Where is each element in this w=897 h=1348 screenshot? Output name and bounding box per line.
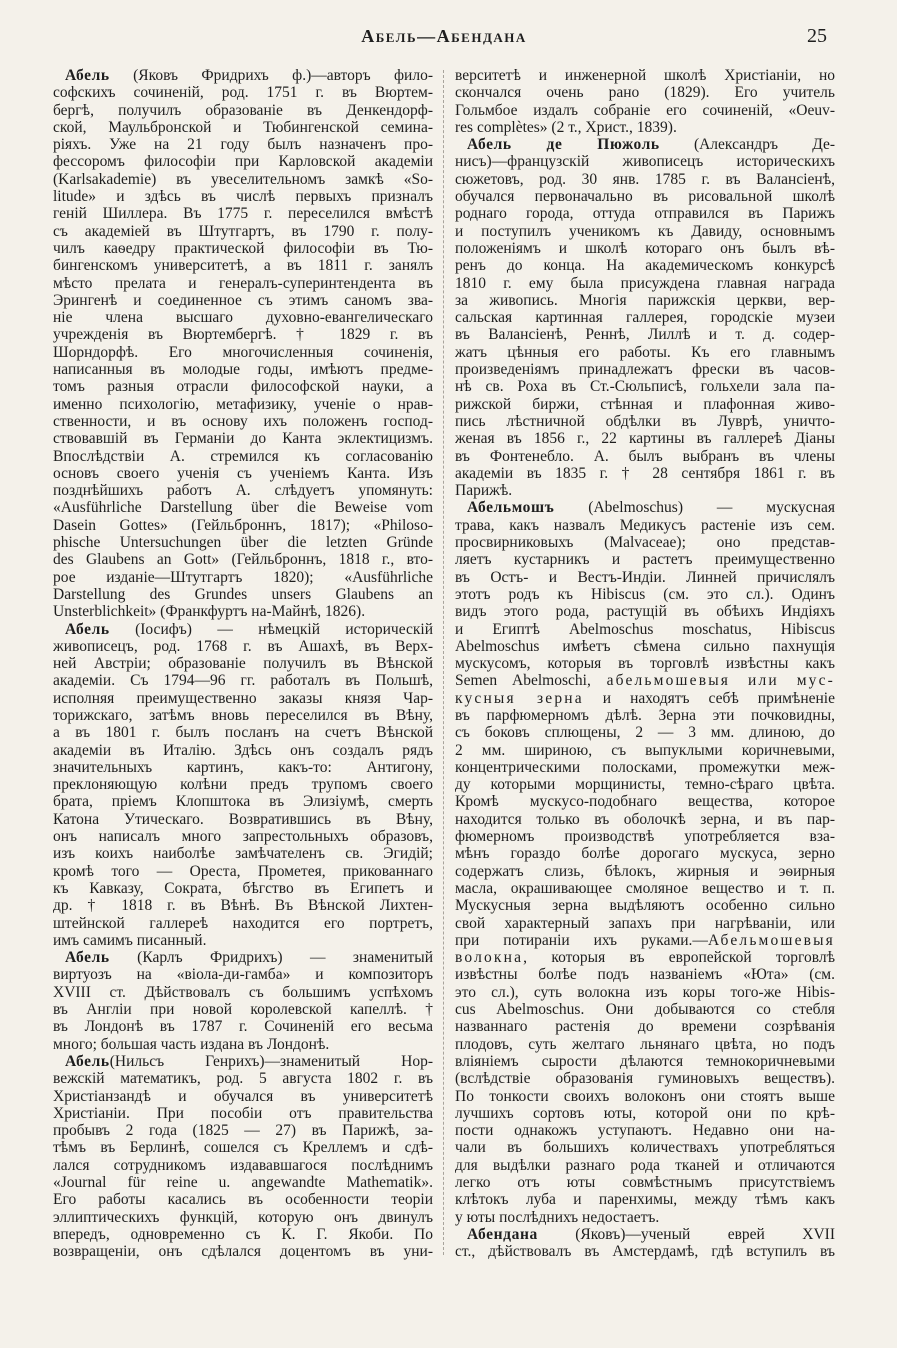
text-line: des Glaubens an Gott» (Гейльброннъ, 1818 г., вто- [53,551,433,569]
text-line [53,1053,433,1070]
text-line: концентрическими полосками, промежутки меж- [455,758,835,776]
text-line: чали въ большихъ количествахъ употребляться [455,1139,835,1157]
text-line: тѣмъ въ Берлинѣ, сошелся съ Креллемъ и сдѣ- [53,1139,433,1157]
text-line: ляетъ кустарникъ и растетъ преимущественно [455,551,835,569]
text-line: торижскаго, затѣмъ вновь переселился въ Вѣну, [53,706,433,724]
text-line: имъ самимъ писанный. [53,931,207,949]
entry-headword: Абендана [467,1225,538,1243]
column-rule [443,70,444,1255]
text-line: основъ своего ученія съ ученіемъ Канта. Изъ [53,464,433,482]
text-line: ніе члена высшаго духовно-евангелическаго [53,309,433,327]
text-line: чилъ каѳедру практической философіи въ Тю- [53,239,433,257]
text-line: ской, Маульбронской и Тюбингенской семина- [53,118,433,136]
text-line: преклоняющую колѣни предъ трупомъ своего [53,776,433,794]
text-line: именно психологію, метафизику, ученіе о нрав- [53,395,433,413]
text-line: а въ 1801 г. былъ посланъ на счетъ Вѣнской [53,724,433,742]
text-line: рое изданіе—Штутгартъ 1820); «Ausführliche [53,568,433,586]
text-line [53,621,433,638]
text-line: съ боковъ сплющены, 2 — 3 мм. длиною, до [455,724,835,742]
text-line: пись лѣстничной обдѣлки въ Луврѣ, уничто- [455,412,835,430]
text-line: лучшихъ сортовъ юты, которой они по крѣ- [455,1104,835,1122]
text-line: учрежденія въ Вюртембергѣ. † 1829 г. въ [53,326,433,344]
text-line: къ Кавказу, Сократа, бѣгство въ Египетъ и [53,879,433,897]
text-line: лался сотрудникомъ издававшагося послѣднимъ [53,1156,433,1174]
page-number: 25 [807,25,827,47]
text-line: фюмерномъ производствѣ употребляется вза- [455,828,835,846]
text-line: 2 мм. шириною, съ выпуклыми коричневыми, [455,741,835,759]
text-line: въ Фонтенебло. А. былъ выбранъ въ члены [455,447,835,465]
text-line: Парижѣ. [455,482,513,500]
text-line: софскихъ сочиненій, род. 1751 г. въ Вюртем- [53,84,433,102]
spaced-term: Абельмошевыя [707,931,835,949]
entry-headword: Абель де Пюжоль [467,136,660,154]
text-run: при потираніи ихъ руками.— [455,931,708,949]
text-line: вежскій математикъ, род. 5 августа 1802 г. въ [53,1070,433,1088]
text-run: (Abelmoschus) — мускусная [554,499,835,517]
text-run: (Нильсъ Генрихъ)—знаменитый Нор- [109,1052,433,1070]
text-line: сюжетовъ, род. 30 янв. 1785 г. въ Валансіенѣ, [455,170,835,188]
text-line: пости однакожъ уступаютъ. Недавно они на- [455,1122,835,1140]
text-line: ней Австріи; образованіе получилъ въ Вѣнской [53,655,433,673]
text-line: брата, пріемъ Клопштока въ Элизіумѣ, смерть [53,793,433,811]
text-line: верситетѣ и инженерной школѣ Христіаніи, но [455,67,835,84]
text-line: роднаго города, оттуда отправился въ Парижъ [455,205,835,223]
text-line: томъ разныя отрасли философской науки, а [53,378,433,396]
text-line: это сл.), суть волокна изъ коры того-же Hibis- [455,983,835,1001]
text-run: (Александръ Де- [659,136,835,154]
text-line: находится только въ оболочкѣ зерна, и въ пар- [455,810,835,828]
text-line: пробывъ 2 года (1825 — 27) въ Парижѣ, за- [53,1122,433,1140]
text-run: (Іосифъ) — нѣмецкій историческій [109,620,433,638]
text-line: содержатъ слизь, бѣлокъ, жирныя и эѳирныя [455,862,835,880]
spaced-term: волокна [455,949,524,967]
text-line: др. † 1818 г. въ Вѣнѣ. Въ Вѣнской Лихтен- [53,897,433,915]
text-line: (Karlsakademie) въ увеселительномъ замкѣ «So- [53,170,433,188]
text-line: много; большая часть издана въ Лондонѣ. [53,1035,330,1053]
text-line: кромѣ того — Ореста, Прометея, прикованнаго [53,862,433,880]
spaced-term: абельмошевыя или мус- [606,672,835,690]
text-line: Кромѣ мускусо-подобнаго вещества, которое [455,793,835,811]
text-run: (Яковъ)—ученый еврей XVII [537,1225,835,1243]
text-line: масла, окрашивающее смоляное вещество и т. п. [455,879,835,897]
text-line: XVIII ст. Дѣйствовалъ съ большимъ успѣхомъ [53,983,433,1001]
text-line: написанныя въ молодые годы, имѣютъ предме- [53,361,433,379]
text-line: академіи въ Италію. Здѣсь онъ создалъ рядъ [53,741,433,759]
text-line: плодовъ, суть желтаго льнянаго цвѣта, но подъ [455,1035,835,1053]
text-line: впередъ, одновременно съ К. Г. Якоби. По [53,1225,433,1243]
text-line: трава, какъ назвалъ Медикусъ растеніе изъ сем. [455,516,835,534]
text-line: за живопись. Многія парижскія церкви, вер- [455,291,835,309]
text-line [455,672,835,689]
text-line: женая въ 1856 г., 22 картины въ галлереѣ Діаны [455,430,835,448]
text-line: въ Лондонѣ въ 1787 г. Сочиненій его весьма [53,1018,433,1036]
text-line: названнаго растенія до времени созрѣванія [455,1018,835,1036]
text-line: изъ коихъ наиболѣе замѣчателенъ св. Эгидій; [53,845,433,863]
text-line: вліяніемъ сырости дѣлаются темнокоричневыми [455,1052,835,1070]
text-line: клѣтокъ луба и паренхимы, между тѣмъ какъ [455,1191,835,1209]
text-line [455,949,835,966]
entry-headword: Абель [65,949,110,967]
text-line: у юты послѣднихъ недостаетъ. [455,1208,660,1226]
text-line: въ парфюмерномъ дѣлѣ. Зерна эти почковидны, [455,706,835,724]
text-line: litude» и здѣсь въ числѣ первыхъ призналъ [53,188,433,206]
text-line: и поступилъ ученикомъ къ Давиду, основнымъ [455,222,835,240]
text-line: и Египтѣ Abelmoschus moschatus, Hibiscus [455,620,835,638]
text-line: въ Остъ- и Вестъ-Индіи. Линней причислялъ [455,568,835,586]
text-line: позднѣйшихъ работъ А. слѣдуетъ упомянуть: [53,482,433,500]
text-line: Гольмбое издалъ собраніе его сочиненій, «Oeuv- [455,101,835,119]
text-line: ствовавшій въ Германіи до Канта эклектицизмъ. [53,430,433,448]
text-line: для выдѣлки разнаго рода тканей и отличаются [455,1156,835,1174]
text-line: скончался очень рано (1829). Его учитель [455,84,835,102]
text-line [455,136,835,153]
text-line: рижской биржи, стѣнная и плафонная живо- [455,395,835,413]
text-line: Abelmoschus имѣетъ сѣмена сильно пахнущія [455,637,835,655]
text-line: этотъ родъ къ Hibiscus (см. это сл.). Одинъ [455,585,835,603]
text-line: Его работы касались въ особенности теоріи [53,1191,433,1209]
text-line: академіи. Съ 1794—96 гг. работалъ въ Польшѣ, [53,672,433,690]
text-line: въ Валансіенѣ, Реннѣ, Лиллѣ и т. д. содер- [455,326,835,344]
entry-headword: Абельмошъ [467,499,555,517]
text-run: , которыя въ европейской торговлѣ [523,949,835,967]
text-line: ст., дѣйствовалъ въ Амстердамѣ, гдѣ вступилъ въ [455,1243,835,1261]
text-line: геній Шиллера. Въ 1775 г. переселился вмѣстѣ [53,205,433,223]
text-line: бингенскомъ университетѣ, а въ 1811 г. занялъ [53,257,433,275]
entry-headword: Абель [65,1052,110,1070]
text-line [455,932,835,949]
text-line: нисъ)—французскій живописецъ историческихъ [455,153,835,171]
text-line: живописецъ, род. 1768 г. въ Ашахѣ, въ Верх- [53,637,433,655]
text-line: виртуозъ на «віола-ди-гамба» и композиторъ [53,966,433,984]
text-line: ріяхъ. Уже на 21 году былъ назначенъ про- [53,136,433,154]
text-line: эллиптическихъ функцій, которую онъ двинулъ [53,1208,433,1226]
text-line: Мускусныя зерна выдѣляютъ особенно сильно [455,897,835,915]
text-line: «Journal für reine u. angewandte Mathematik». [53,1174,433,1191]
text-run: и находятъ себѣ примѣненіе [583,689,835,707]
text-line: легко отъ юты совмѣстнымъ присутствіемъ [455,1174,835,1191]
text-line: ренъ до конца. На академическомъ конкурсѣ [455,257,835,275]
text-line: Unsterblichkeit» (Франкфуртъ на-Майнѣ, 1826). [53,603,366,621]
text-line: въ Англіи при новой королевской капеллѣ. † [53,1001,433,1019]
text-line: произведеніямъ принадлежатъ фрески въ часов- [455,361,835,379]
text-run: (Карлъ Фридрихъ) — знаменитый [109,949,433,967]
text-line: res complètes» (2 т., Христ., 1839). [455,118,677,136]
text-line: съ академіей въ Штутгартъ, въ 1790 г. полу- [53,222,433,240]
text-line: phische Untersuchungen über die letzten Gründe [53,534,433,552]
text-line: фессоромъ философіи при Карловской академіи [53,153,433,171]
text-line: просвирниковыхъ (Malvaceae); оно представ- [455,534,835,552]
entry-headword: Абель [65,67,110,84]
text-line: (вслѣдствіе образованія гуминовыхъ веществъ). [455,1070,835,1088]
text-line: штейнской галлереѣ находится его портретъ, [53,914,433,932]
text-line [455,690,835,707]
text-line: По тонкости своихъ волоконъ они стоятъ выше [455,1087,835,1105]
text-line: онъ написалъ много запрестольныхъ образовъ, [53,828,433,846]
running-head: Абель—Абендана [361,26,527,46]
text-line: бергѣ, получилъ образованіе въ Денкендорф- [53,101,433,119]
text-line: Шорндорфѣ. Его многочисленныя сочиненія, [53,343,433,361]
text-line: Христіанзандѣ и обучался въ университетѣ [53,1087,433,1105]
text-run: Semen Abelmoschi, [455,672,607,690]
text-run: (Яковъ Фридрихъ ф.)—авторъ фило- [109,67,433,84]
text-line: значительныхъ картинъ, какъ-то: Антигону, [53,758,433,776]
text-line: возвращеніи, онъ сдѣлался доцентомъ въ уни- [53,1243,433,1261]
text-line: исполняя преимущественно заказы князя Чар- [53,689,433,707]
text-line: видъ этого рода, растущій въ обѣихъ Индіяхъ [455,603,835,621]
entry-headword: Абель [65,620,110,638]
text-line: обучался первоначально въ рисовальной школѣ [455,188,835,206]
text-line: сальская картинная галлерея, городскіе музеи [455,309,835,327]
text-line [455,499,835,516]
text-line: извѣстны болѣе подъ названіемъ «Юта» (см. [455,966,835,984]
text-line: «Ausführliche Darstellung über die Beweise vom [53,499,433,517]
left-column [53,67,433,1260]
text-line: ственности, и въ основу ихъ положенъ господ- [53,412,433,430]
text-line: академіи въ 1835 г. † 28 сентября 1861 г. въ [455,464,835,482]
text-line: Эрингенѣ и соединенное съ этимъ саномъ зва- [53,291,433,309]
text-line: мускусомъ, которыя въ торговлѣ извѣстны какъ [455,655,835,673]
text-line: 1810 г. ему была присуждена главная награда [455,274,835,292]
text-line: cus Abelmoschus. Они добываются со стебля [455,1001,835,1019]
text-line [53,949,433,966]
text-line: Darstellung des Grundes unsers Glaubens an [53,585,433,603]
text-line: нѣ св. Роха въ Ст.-Сюльписѣ, гольхели зала па- [455,378,835,396]
text-line: Впослѣдствіи А. стремился къ согласованію [53,447,433,465]
text-line: свой характерный запахъ при нагрѣваніи, или [455,914,835,932]
text-line [53,67,433,84]
text-line: мѣнъ гораздо болѣе дорогаго мускуса, зерно [455,845,835,863]
text-line [455,1226,835,1243]
text-line: жатъ цѣнныя его работы. Къ его главнымъ [455,343,835,361]
text-line: Dasein Gottes» (Гейльброннъ, 1817); «Philoso- [53,516,433,534]
text-line: положеніямъ и школѣ котораго онъ былъ вѣ- [455,239,835,257]
text-line: мѣсто прелата и генералъ-суперинтендента въ [53,274,433,292]
text-line: Катона Утическаго. Возвратившись въ Вѣну, [53,810,433,828]
right-column [455,67,835,1260]
spaced-term: кусныя зерна [455,689,584,707]
text-line: Христіаніи. При пособіи отъ правительства [53,1104,433,1122]
text-line: ду которыми морщинисты, темно-сѣраго цвѣта. [455,776,835,794]
